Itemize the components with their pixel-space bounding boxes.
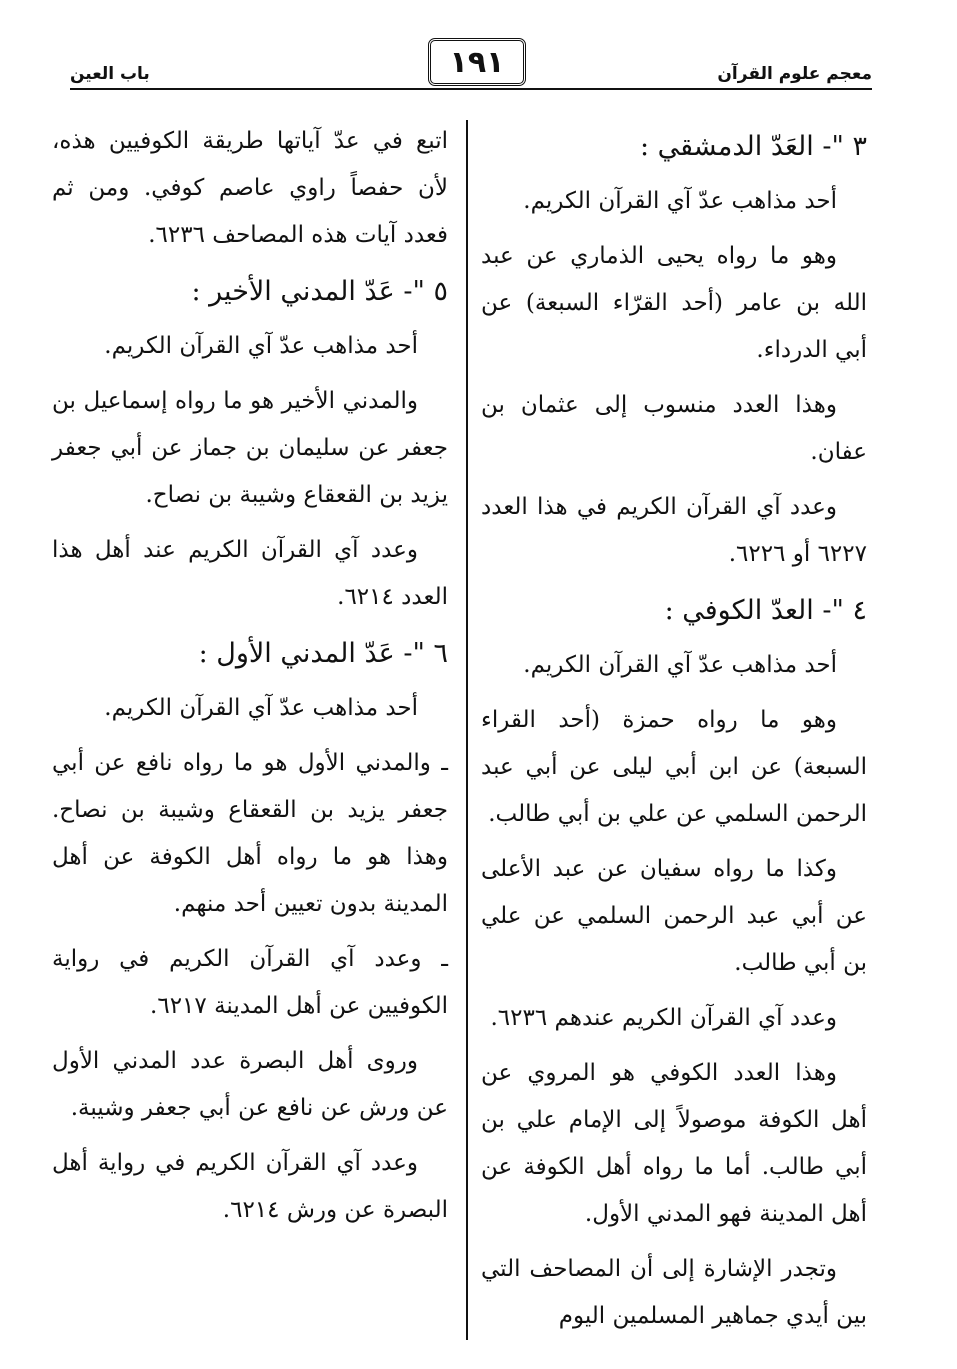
paragraph: أحد مذاهب عدّ آي القرآن الكريم. [523,188,837,214]
section-heading-6: ٦ "- عَدّ المدني الأول : [198,638,448,669]
section-heading-3: ٣ "- العَدّ الدمشقي : [639,131,867,162]
paragraph: وروى أهل البصرة عدد المدني الأول عن ورش عن نافع عن أبي جعفر وشيبة. [52,1048,448,1121]
paragraph: ـ وعدد آي القرآن الكريم في رواية الكوفيين عن أهل المدينة ٦٢١٧. [52,946,448,1019]
chapter-title: باب العين [70,64,150,84]
column-divider [466,120,468,1340]
paragraph: وعدد آي القرآن الكريم عند أهل هذا العدد ٦٢١٤. [52,537,448,610]
paragraph: وكذا ما رواه سفيان عن عبد الأعلى عن أبي عبد الرحمن السلمي عن علي بن أبي طالب. [481,856,867,976]
paragraph: وهذا العدد الكوفي هو المروي عن أهل الكوفة موصولاً إلى الإمام علي بن أبي طالب. أما ما رواه أهل الكوفة عن أهل المدينة فهو المدني الأول. [481,1060,867,1227]
section-heading-4: ٤ "- العدّ الكوفي : [664,595,867,626]
book-title: معجم علوم القرآن [717,64,872,84]
paragraph: وهو ما رواه يحيى الذماري عن عبد الله بن عامر (أحد القرّاء السبعة) عن أبي الدرداء. [481,243,867,363]
paragraph: وعدد آي القرآن الكريم عندهم ٦٢٣٦. [490,1005,837,1031]
paragraph: وعدد آي القرآن الكريم في رواية أهل البصرة عن ورش ٦٢١٤. [52,1150,448,1223]
left-column [52,118,448,1242]
right-column [481,118,867,1348]
paragraph: أحد مذاهب عدّ آي القرآن الكريم. [523,652,837,678]
paragraph: وعدد آي القرآن الكريم في هذا العدد ٦٢٢٧ أو ٦٢٢٦. [481,494,867,567]
page-header [70,30,872,94]
paragraph: أحد مذاهب عدّ آي القرآن الكريم. [104,695,418,721]
paragraph-continued: اتبع في عدّ آياتها طريقة الكوفيين هذه، لأن حفصاً راوي عاصم كوفي. ومن ثم فعدد آيات هذه المصاحف ٦٢٣٦. [52,128,448,248]
paragraph: والمدني الأخير هو ما رواه إسماعيل بن جعفر عن سليمان بن جماز عن أبي جعفر يزيد بن القعقاع وشيبة بن نصاح. [52,388,448,508]
page-number-frame [428,38,526,86]
header-rule [70,88,872,90]
paragraph: وهو ما رواه حمزة (أحد القراء السبعة) عن ابن أبي ليلى عن أبي عبد الرحمن السلمي عن علي بن أبي طالب. [481,707,867,827]
paragraph: ـ والمدني الأول هو ما رواه نافع عن أبي جعفر يزيد بن القعقاع وشيبة بن نصاح. وهذا هو ما رواه أهل الكوفة عن أهل المدينة بدون تعيين أحد منهم. [52,750,448,917]
paragraph: وهذا العدد منسوب إلى عثمان بن عفان. [481,392,867,465]
paragraph: وتجدر الإشارة إلى أن المصاحف التي بين أيدي جماهير المسلمين اليوم [481,1256,867,1329]
paragraph: أحد مذاهب عدّ آي القرآن الكريم. [104,333,418,359]
section-heading-5: ٥ "- عَدّ المدني الأخير : [191,276,448,307]
page-number: ١٩١ [449,44,505,80]
